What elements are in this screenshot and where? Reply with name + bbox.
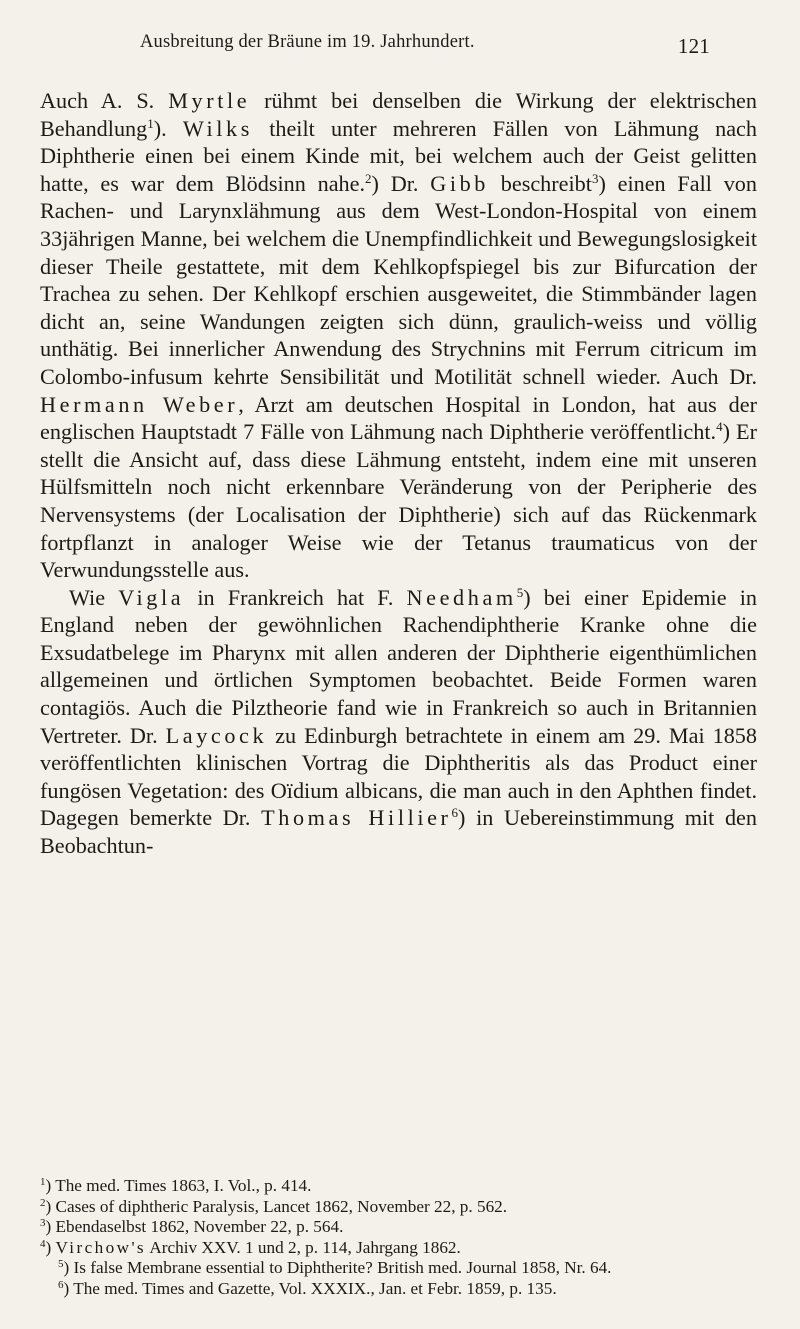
text-run: theilt unter mehreren Fällen von Lähmung nach Diphtherie einen bei einem Kinde mit, bei welchem auch der Geist gelitten hatte, es war dem Blödsinn nahe.: [40, 115, 757, 196]
author-name: Gibb: [430, 170, 489, 196]
author-name: Virchow's: [55, 1237, 147, 1257]
footnote-text: Archiv XXV. 1 und 2, p. 114, Jahrgang 1862.: [146, 1237, 461, 1257]
text-run: zu Edinburgh betrachtete in einem am 29. Mai 1858 veröffentlichten klinischen Vortrag die Diphtheritis als das Product einer fungösen Vegetation: des Oïdium albicans, die man auch in den Aphthen findet. Dagegen bemerkte Dr.: [40, 722, 757, 831]
footnote-5: [40, 1258, 757, 1279]
footnote-text: ) Is false Membrane essential to Diphtherite? British med. Journal 1858, Nr. 64.: [63, 1258, 612, 1277]
footnote-2: [40, 1197, 757, 1218]
footnote-mark: 6: [58, 1278, 64, 1291]
footnote-ref: 5: [516, 584, 524, 600]
footnote-3: [40, 1217, 757, 1238]
page-header: [140, 22, 710, 58]
author-name: Vigla: [118, 584, 185, 610]
footnote-ref: 4: [716, 419, 723, 435]
page-number: 121: [677, 34, 710, 58]
footnote-mark: 5: [58, 1258, 64, 1270]
author-name: Myrtle: [168, 88, 251, 113]
text-run: rühmt bei denselben die Wirkung der elektrischen Behandlung: [40, 88, 758, 141]
text-run: ) Er stellt die Ansicht auf, dass diese Lähmung entsteht, indem eine mit unseren Hülfsmitteln noch nicht erkennbare Veränderung von der Peripherie des Nervensystems (der Localisation der Diphtherie) sich auf das Rückenmark fortpflanzt in analoger Weise wie der Tetanus traumaticus von der Verwundungsstelle aus.: [40, 419, 757, 583]
text-run: ) in Uebereinstimmung mit den Beobachtun-: [40, 805, 757, 859]
footnote-mark: 2: [40, 1196, 46, 1209]
text-run: ) einen Fall von Rachen- und Larynxlähmung aus dem West-London-Hospital von einem 33jährigen Manne, bei welchem die Unempfindlichkeit und Bewegungslosigkeit dieser Theile gestattete, mit dem Kehlkopfspiegel bis zur Bifurcation der Trachea zu sehen. Der Kehlkopf erschien ausgeweitet, die Stimmbänder lagen dicht an, seine Wandungen zeigten sich dünn, graulich-weiss und völlig unthätig. Bei innerlicher Anwendung des Strychnins mit Ferrum citricum im Colombo-infusum kehrte Sensibilität und Motilität schnell wieder. Auch Dr.: [40, 170, 757, 389]
footnote-text: ) The med. Times and Gazette, Vol. XXXIX., Jan. et Febr. 1859, p. 135.: [63, 1278, 557, 1298]
footnote-text: ) Cases of diphtheric Paralysis, Lancet 1862, November 22, p. 562.: [45, 1196, 508, 1216]
text-run: Wie: [69, 584, 119, 610]
footnote-ref: 2: [365, 170, 372, 186]
footnotes: [40, 1176, 757, 1299]
body-text: [40, 87, 757, 860]
footnote-1: [40, 1176, 757, 1197]
footnote-mark: 1: [40, 1176, 46, 1188]
text-run: Auch A. S.: [40, 88, 169, 113]
footnote-mark: 3: [40, 1217, 46, 1229]
footnote-mark: 4: [40, 1237, 46, 1250]
text-run: ).: [153, 115, 183, 141]
paragraph-2: [40, 584, 757, 860]
text-run: beschreibt: [488, 170, 592, 196]
footnote-text: ) Ebendaselbst 1862, November 22, p. 564.: [45, 1217, 344, 1236]
running-title: Ausbreitung der Bräune im 19. Jahrhundert.: [140, 32, 475, 52]
author-name: Laycock: [165, 722, 268, 748]
text-run: ) Dr.: [371, 170, 431, 196]
author-name: Hermann Weber: [40, 391, 239, 417]
footnote-text: ) The med. Times 1863, I. Vol., p. 414.: [45, 1176, 312, 1195]
text-run: in Frankreich hat F.: [184, 584, 407, 610]
paragraph-1: [40, 87, 757, 584]
text-run: , Arzt am deutschen Hospital in London, hat aus der englischen Hauptstadt 7 Fälle von Lähmung nach Diphtherie veröffentlicht.: [40, 391, 757, 445]
footnote-ref: 3: [591, 170, 599, 186]
footnote-ref: 1: [147, 115, 154, 131]
author-name: Thomas Hillier: [261, 805, 452, 831]
footnote-4: $^4$) Virchow's Archiv XXV. 1 und 2, p. 114, Jahrgang 1862.: [40, 1237, 461, 1257]
footnote-ref: 6: [451, 805, 459, 821]
author-name: Needham: [406, 584, 517, 610]
author-name: Wilks: [182, 115, 253, 141]
text-run: ) bei einer Epidemie in England neben der gewöhnlichen Rachendiphtherie Kranke ohne die Exsudatbelege im Pharynx mit allen anderen der Diphtherie eigenthümlichen allgemeinen und örtlichen Symptomen beobachtet. Beide Formen waren contagiös. Auch die Pilztheorie fand wie in Frankreich so auch in Britannien Vertreter. Dr.: [40, 584, 757, 748]
footnote-6: [40, 1279, 757, 1300]
